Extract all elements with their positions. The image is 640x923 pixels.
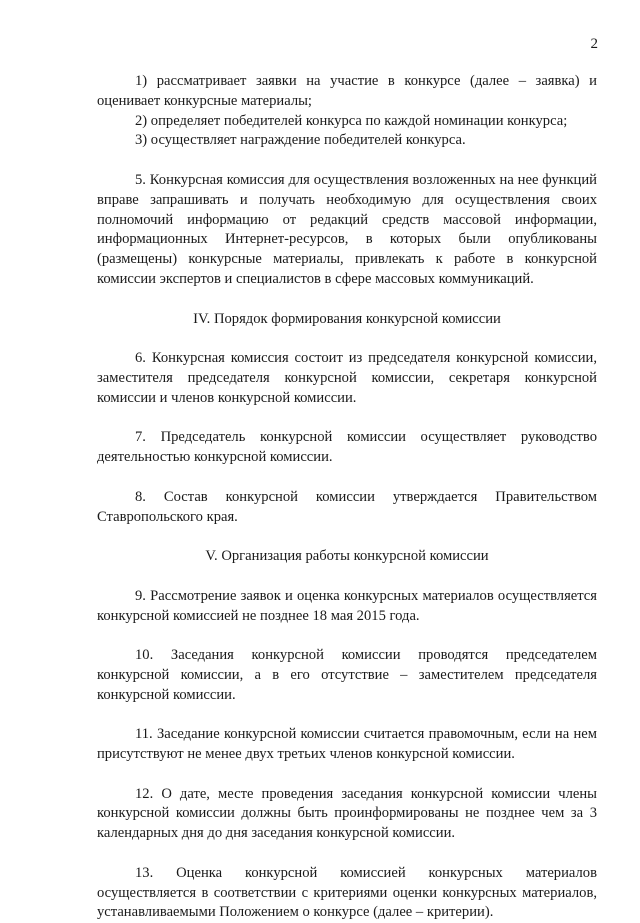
- paragraph-11: 11. Заседание конкурсной комиссии считается правомочным, если на нем присутствуют не менее двух третьих членов конкурсной комиссии.: [97, 726, 597, 763]
- paragraph-8: 8. Состав конкурсной комиссии утверждается Правительством Ставропольского края.: [97, 488, 597, 525]
- page-number: 2: [590, 36, 598, 52]
- paragraph-7: 7. Председатель конкурсной комиссии осуществляет руководство деятельностью конкурсной комиссии.: [97, 429, 597, 466]
- paragraph-9: 9. Рассмотрение заявок и оценка конкурсных материалов осуществляется конкурсной комиссией не позднее 18 мая 2015 года.: [97, 587, 597, 624]
- paragraph-13: 13. Оценка конкурсной комиссией конкурсных материалов осуществляется в соответствии с критериями оценки конкурсных материалов, устанавливаемыми Положением о конкурсе (далее – критерии).: [97, 864, 597, 921]
- document-body: [97, 72, 597, 923]
- list-item-1: 1) рассматривает заявки на участие в конкурсе (далее – заявка) и оценивает конкурсные материалы;: [97, 73, 597, 109]
- section-v-heading: V. Организация работы конкурсной комиссии: [205, 548, 489, 565]
- section-iv-heading: IV. Порядок формирования конкурсной комиссии: [193, 310, 501, 327]
- paragraph-5: 5. Конкурсная комиссия для осуществления возложенных на нее функций вправе запрашивать и получать необходимую для осуществления своих полномочий информацию от редакций средств массовой информации, информационных Интернет-ресурсов, в которых были опубликованы (размещены) конкурсные материалы, привлекать к работе в конкурсной комиссии экспертов и специалистов в сфере массовых коммуникаций.: [97, 171, 597, 287]
- list-item-3: 3) осуществляет награждение победителей конкурса.: [135, 132, 466, 149]
- paragraph-6: 6. Конкурсная комиссия состоит из председателя конкурсной комиссии, заместителя председателя конкурсной комиссии, секретаря конкурсной комиссии и членов конкурсной комиссии.: [97, 350, 597, 406]
- paragraph-12: 12. О дате, месте проведения заседания конкурсной комиссии члены конкурсной комиссии должны быть проинформированы не позднее чем за 3 календарных дня до дня заседания конкурсной комиссии.: [97, 785, 597, 842]
- paragraph-10: 10. Заседания конкурсной комиссии проводятся председателем конкурсной комиссии, а в его отсутствие – заместителем председателя конкурсной комиссии.: [97, 647, 597, 703]
- list-item-2: 2) определяет победителей конкурса по каждой номинации конкурса;: [135, 112, 568, 129]
